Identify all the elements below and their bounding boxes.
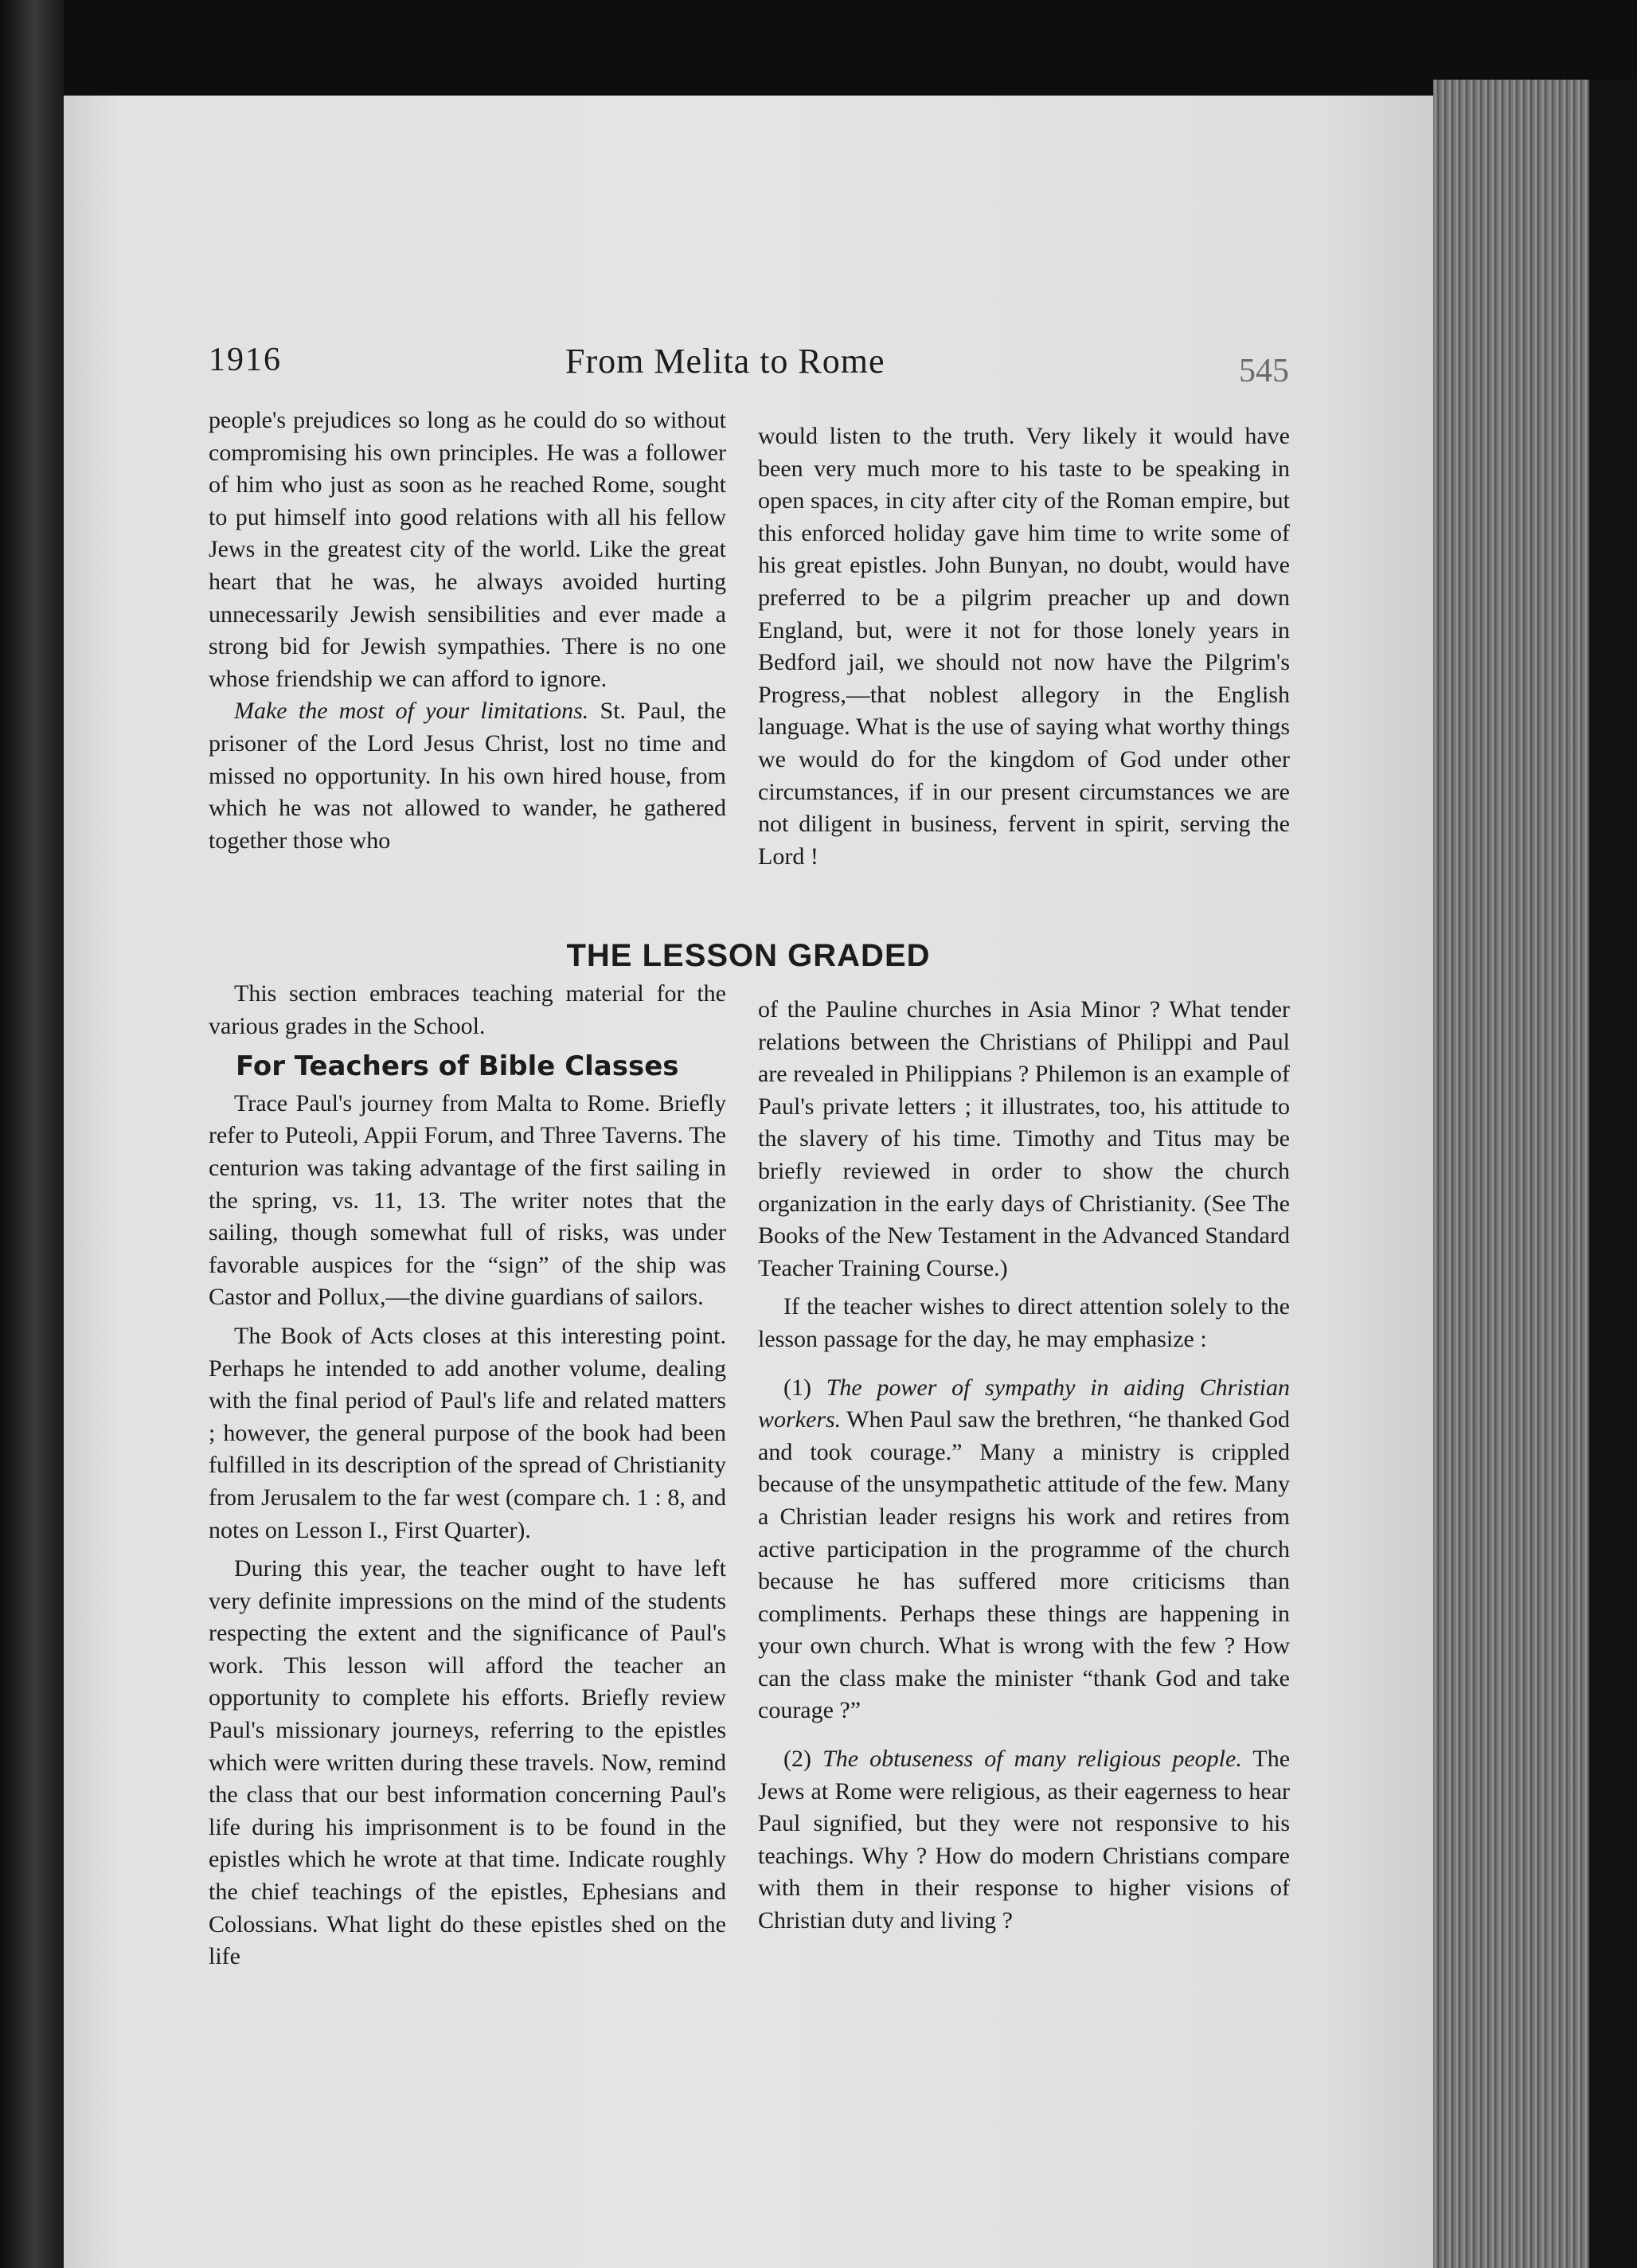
page-edges	[1433, 80, 1637, 2268]
column-left-top	[209, 405, 726, 857]
page-number: 545	[1239, 353, 1289, 389]
numbered-paragraph	[758, 1372, 1290, 1728]
section-title: THE LESSON GRADED	[566, 938, 931, 973]
paragraph: Trace Paul's journey from Malta to Rome. Briefly refer to Puteoli, Appii Forum, and Three Taverns. The centurion was taking advantage of the first sailing in the spring, vs. 11, 13. The writer notes that the sailing, though somewhat full of risks, was under favorable auspices for the “sign” of the ship was Castor and Pollux,—the divine guardians of sailors.	[209, 1089, 726, 1311]
column-left-bottom	[209, 978, 726, 1973]
paragraph	[209, 695, 726, 857]
italic-lead: The obtuseness of many religious people.	[822, 1746, 1242, 1773]
numbered-paragraph	[758, 1743, 1290, 1938]
paragraph: would listen to the truth. Very likely it would have been very much more to his taste to be speaking in open spaces, in city after city of the Roman empire, but this enforced holiday gave him time to write some of his great epistles. John Bunyan, no doubt, would have preferred to be a pilgrim preacher up and down England, but, were it not for those lonely years in Bedford jail, we should not now have the Pilgrim's Progress,—that noblest allegory in the English language. What is the use of saying what worthy things we would do for the kingdom of God under other circumstances, if in our present circumstances we are not diligent in business, fervent in spirit, serving the Lord !	[758, 423, 1290, 870]
paragraph: people's prejudices so long as he could do so without compromising his own principles. He was a follower of him who just as soon as he reached Rome, sought to put himself into good relations with all his fellow Jews in the greatest city of the world. Like the great heart that he was, he always avoided hurting unnecessarily Jewish sensibilities and ever made a strong bid for Jewish sympathies. There is no one whose friendship we can afford to ignore.	[209, 407, 726, 692]
book-page	[64, 96, 1433, 2268]
scan-border-top	[0, 0, 1637, 96]
italic-lead: Make the most of your limitations.	[234, 698, 589, 725]
book-spine-left	[0, 0, 64, 2268]
item-number: (2)	[783, 1746, 823, 1773]
paragraph: of the Pauline churches in Asia Minor ? What tender relations between the Christians of Philippi and Paul are revealed in Philippians ? Philemon is an example of Paul's private letters ; it illustrates, too, his attitude to the slavery of his time. Timothy and Titus may be briefly reviewed in order to show the church organization in the early days of Christianity. (See The Books of the New Testament in the Advanced Standard Teacher Training Course.)	[758, 996, 1290, 1281]
header-title: From Melita to Rome	[565, 342, 885, 381]
paragraph: During this year, the teacher ought to have left very definite impressions on the mind of the students respecting the extent and the significance of Paul's work. This lesson will afford the teacher an opportunity to complete his efforts. Briefly review Paul's missionary journeys, referring to the epistles which were written during these travels. Now, remind the class that our best information concerning Paul's life during his imprisonment is to be found in the epistles which he wrote at that time. Indicate roughly the chief teachings of the epistles, Ephesians and Colossians. What light do these epistles shed on the life	[209, 1555, 726, 1970]
paragraph-text: The Jews at Rome were religious, as their eagerness to hear Paul signified, but they were not responsive to his teachings. Why ? How do modern Christians compare with them in their response to higher visions of Christian duty and living ?	[758, 1746, 1291, 1934]
item-number: (1)	[783, 1374, 826, 1401]
header-year: 1916	[209, 342, 282, 378]
paragraph-text: When Paul saw the brethren, “he thanked God and took courage.” Many a ministry is crippled because of the unsympathetic attitude of the few. Many a Christian leader resigns his work and retires from active participation in the programme of the church because he has suffered more criticisms than compliments. Perhaps these things are happening in your own church. What is wrong with the few ? How can the class make the minister “thank God and take courage ?”	[758, 1406, 1290, 1724]
subsection-heading: For Teachers of Bible Classes	[236, 1050, 679, 1083]
column-right-top	[758, 420, 1290, 873]
italic-lead: The power of sympathy in aiding Christian workers.	[758, 1374, 1290, 1433]
intro-paragraph: This section embraces teaching material for the various grades in the School.	[209, 980, 726, 1039]
paragraph: If the teacher wishes to direct attention solely to the lesson passage for the day, he may emphasize :	[758, 1293, 1290, 1352]
paragraph: The Book of Acts closes at this interesting point. Perhaps he intended to add another volume, dealing with the final period of Paul's life and related matters ; however, the general purpose of the book had been fulfilled in its description of the spread of Christianity from Jerusalem to the far west (compare ch. 1 : 8, and notes on Lesson I., First Quarter).	[209, 1322, 726, 1543]
paragraph-text: St. Paul, the prisoner of the Lord Jesus Christ, lost no time and missed no opportunity. In his own hired house, from which he was not allowed to wander, he gathered together those who	[209, 698, 726, 854]
column-right-bottom	[758, 994, 1290, 1938]
